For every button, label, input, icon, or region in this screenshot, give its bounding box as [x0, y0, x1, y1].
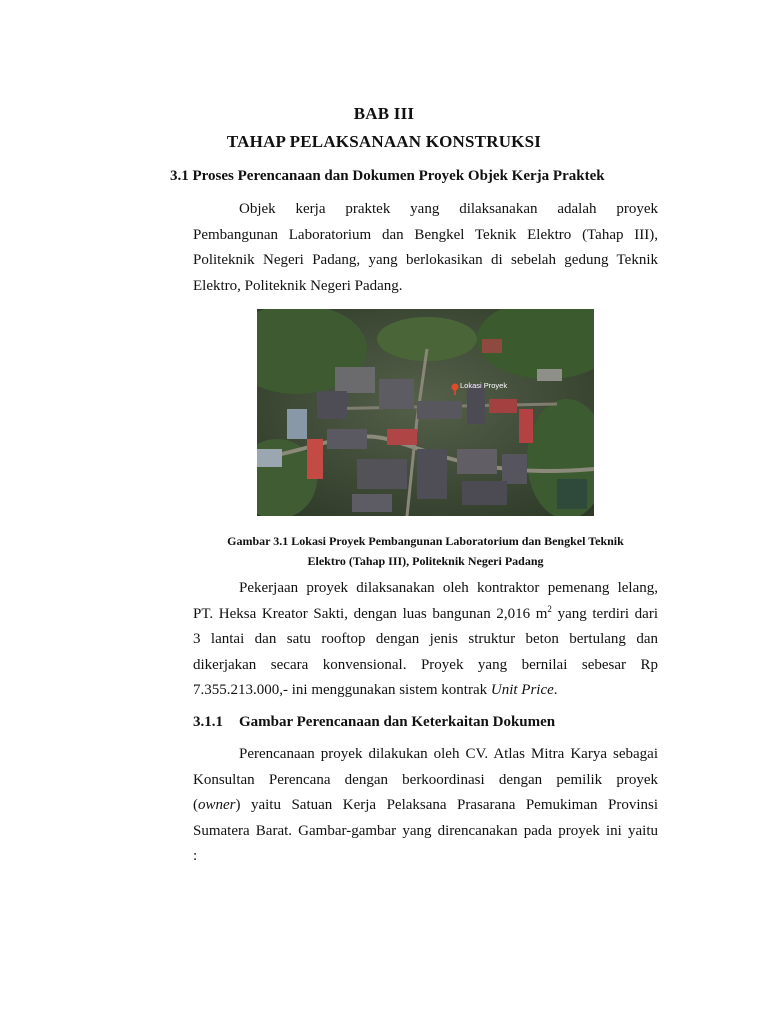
paragraph-3-line: (owner) yaitu Satuan Kerja Pelaksana Prasarana Pemukiman Provinsi — [193, 797, 658, 813]
paragraph-2-line: dikerjakan secara konvensional. Proyek yang bernilai sebesar Rp — [193, 656, 658, 673]
paragraph-1-line: Elektro, Politeknik Negeri Padang. — [193, 277, 403, 294]
paragraph-3 — [193, 742, 658, 870]
chapter-title: TAHAP PELAKSANAAN KONSTRUKSI — [226, 132, 542, 151]
paragraph-2-line: 3 lantai dan satu rooftop dengan jenis struktur beton bertulang dan — [193, 631, 658, 647]
paragraph-3-line: : — [193, 848, 198, 864]
paragraph-1-line: Pembangunan Laboratorium dan Bengkel Teknik Elektro (Tahap III), — [193, 226, 658, 243]
satellite-map-image — [257, 309, 594, 516]
figure-caption-line: Gambar 3.1 Lokasi Proyek Pembangunan Laboratorium dan Bengkel Teknik — [227, 534, 624, 548]
paragraph-1-line: Politeknik Negeri Padang, yang berlokasikan di sebelah gedung Teknik — [193, 252, 658, 268]
figure-caption-line: Elektro (Tahap III), Politeknik Negeri Padang — [307, 554, 544, 568]
paragraph-3-line: Sumatera Barat. Gambar-gambar yang direncanakan pada proyek ini yaitu — [193, 822, 658, 839]
section-heading: 3.1 Proses Perencanaan dan Dokumen Proyek Objek Kerja Praktek — [170, 168, 605, 184]
subsection-title: Gambar Perencanaan dan Keterkaitan Dokumen — [239, 714, 556, 730]
paragraph-1 — [193, 197, 658, 299]
paragraph-1-line: Objek kerja praktek yang dilaksanakan adalah proyek — [239, 201, 658, 217]
figure-caption — [193, 531, 658, 571]
paragraph-2-line: Pekerjaan proyek dilaksanakan oleh kontraktor pemenang lelang, — [239, 580, 658, 596]
subsection-number: 3.1.1 — [193, 714, 223, 730]
paragraph-3-line: Konsultan Perencana dengan berkoordinasi dengan pemilik proyek — [193, 771, 658, 788]
subsection-heading — [193, 714, 555, 731]
project-location-satellite-image — [257, 309, 594, 516]
paragraph-3-line: Perencanaan proyek dilakukan oleh CV. Atlas Mitra Karya sebagai — [239, 746, 658, 762]
paragraph-2-line: PT. Heksa Kreator Sakti, dengan luas bangunan 2,016 $m^2$ yang terdiri dari — [193, 603, 658, 622]
paragraph-2 — [193, 576, 658, 704]
chapter-label: BAB III — [353, 104, 415, 123]
map-location-label: Lokasi Proyek — [460, 381, 508, 390]
paragraph-2-line: 7.355.213.000,- ini menggunakan sistem kontrak Unit Price. — [193, 682, 558, 698]
